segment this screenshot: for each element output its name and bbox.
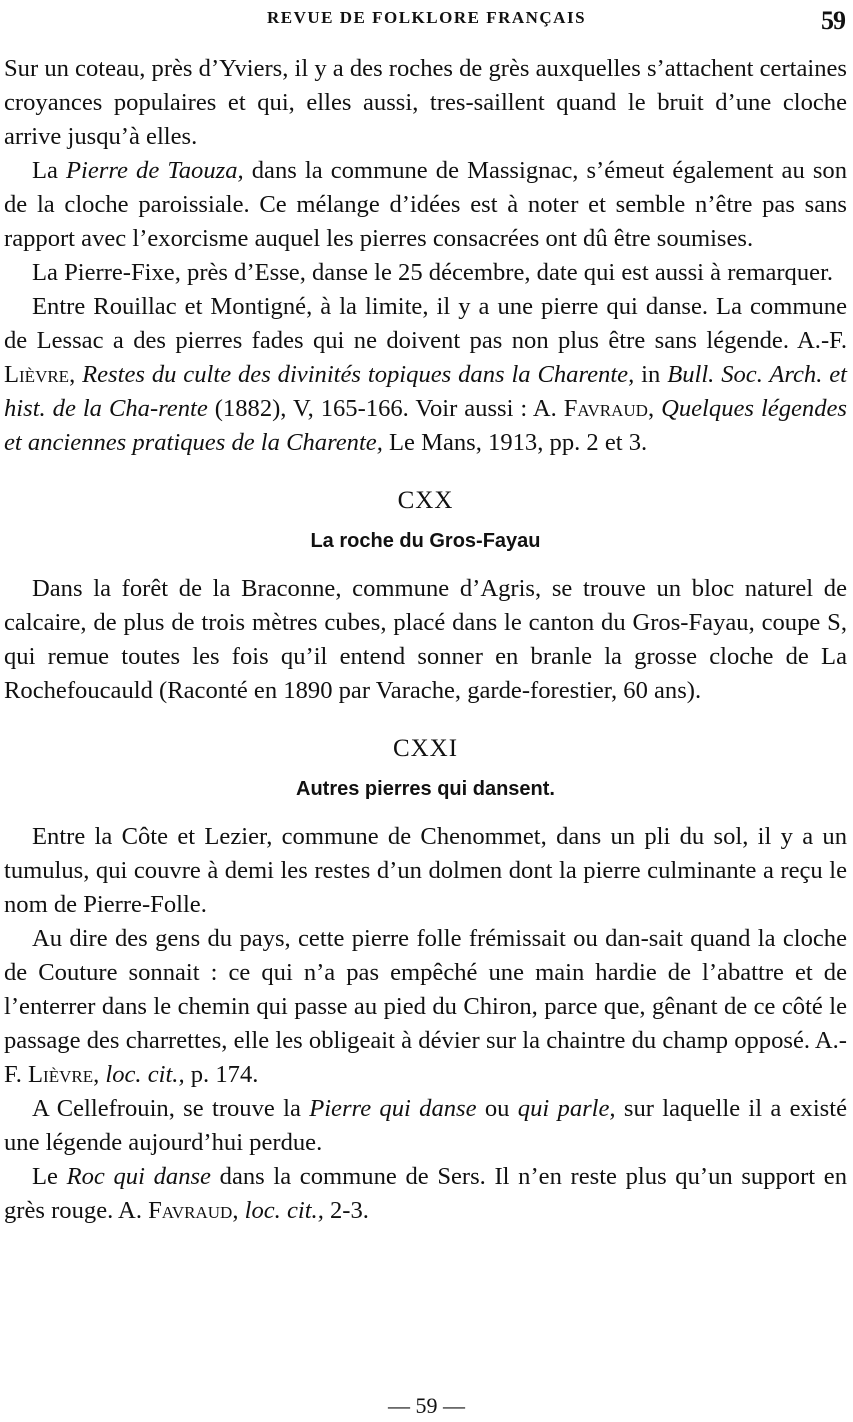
author-name: Favraud,	[563, 395, 655, 422]
text-run: Restes du culte des divinités topiques dans la Charente,	[75, 361, 635, 388]
paragraph	[4, 1092, 847, 1160]
paragraph	[4, 290, 847, 460]
text-run: Le	[32, 1163, 67, 1190]
paragraph	[4, 256, 847, 290]
text-run: Bull. Soc. Arch. et hist. de la Cha-rente	[4, 361, 847, 422]
paragraph	[4, 922, 847, 1092]
text-run: Le Mans, 1913, pp. 2 et 3.	[382, 429, 648, 456]
section-title: La roche du Gros-Fayau	[310, 530, 541, 552]
text-run: A Cellefrouin, se trouve la	[32, 1095, 310, 1122]
author-name: Favraud,	[148, 1197, 239, 1224]
running-title: REVUE DE FOLKLORE FRANÇAIS	[266, 8, 587, 27]
page-header	[0, 6, 853, 36]
text-run: Sur un coteau, près d’Yviers, il y a des roches de grès auxquelles s’attachent certaines croyances populaires et qui, elles aussi, tres-saillent quand le bruit d’une cloche arrive jusqu’à elles.	[4, 55, 847, 150]
text-run: Entre la Côte et Lezier, commune de Chenommet, dans un pli du sol, il y a un tumulus, qui couvre à demi les restes d’un dolmen dont la pierre culminante a reçu le nom de Pierre-Folle.	[4, 823, 847, 918]
text-run: Entre Rouillac et Montigné, à la limite, il y a une pierre qui danse. La commune de Lessac a des pierres fades qui ne doivent pas non plus être sans légende. A.-F.	[4, 293, 847, 354]
paragraph	[4, 154, 847, 256]
footer-page-number: — 59 —	[388, 1393, 465, 1418]
text-run: Au dire des gens du pays, cette pierre folle frémissait ou dan-sait quand la cloche de Couture sonnait : ce qui n’a pas empêché une main hardie de l’abattre et de l’enterrer dans le chemin qui passe au pied du Chiron, parce que, gênant de ce côté le passage des charrettes, elle les obligeait à dévier sur la chaintre du champ opposé. A.-F.	[4, 925, 847, 1088]
text-run: p. 174.	[184, 1061, 259, 1088]
text-run: 2-3.	[323, 1197, 369, 1224]
text-run: qui parle,	[517, 1095, 616, 1122]
text-run: La	[32, 157, 67, 184]
text-run: dans la commune de Sers. Il n’en reste plus qu’un support en grès rouge. A.	[4, 1163, 847, 1224]
section-number: CXX	[397, 487, 454, 514]
text-run: Quelques légendes et anciennes pratiques de la Charente,	[4, 395, 847, 456]
text-run: dans la commune de Massignac, s’émeut également au son de la cloche paroissiale. Ce mélange d’idées est à noter et semble n’être pas sans rapport avec l’exorcisme auquel les pierres consacrées ont dû être soumises.	[4, 157, 847, 252]
text-run: La Pierre-Fixe, près d’Esse, danse le 25 décembre, date qui est aussi à remarquer.	[32, 259, 834, 286]
page-body	[4, 52, 847, 1228]
text-run: Dans la forêt de la Braconne, commune d’Agris, se trouve un bloc naturel de calcaire, de plus de trois mètres cubes, placé dans le canton du Gros-Fayau, coupe S, qui remue toutes les fois qu’il entend sonner en branle la grosse cloche de La Rochefoucauld (Raconté en 1890 par Varache, garde-forestier, 60 ans).	[4, 575, 847, 704]
text-run: (1882), V, 165-166. Voir aussi : A.	[207, 395, 564, 422]
author-name: Lièvre,	[4, 361, 76, 388]
text-run: Roc qui danse	[66, 1163, 211, 1190]
paragraph	[4, 572, 847, 708]
paragraph	[4, 1160, 847, 1228]
text-run: Pierre de Taouza,	[66, 157, 244, 184]
header-page-number: 59	[821, 6, 845, 35]
paragraph	[4, 820, 847, 922]
text-run: loc. cit.,	[238, 1197, 324, 1224]
text-run: sur laquelle il a existé une légende aujourd’hui perdue.	[4, 1095, 848, 1156]
author-name: Lièvre,	[28, 1061, 100, 1088]
section-number: CXXI	[392, 735, 459, 762]
text-run: loc. cit.,	[99, 1061, 185, 1088]
paragraph	[4, 52, 847, 154]
text-run: ou	[476, 1095, 518, 1122]
text-run: Pierre qui danse	[309, 1095, 477, 1122]
section-title: Autres pierres qui dansent.	[296, 778, 555, 800]
text-run: in	[634, 361, 668, 388]
